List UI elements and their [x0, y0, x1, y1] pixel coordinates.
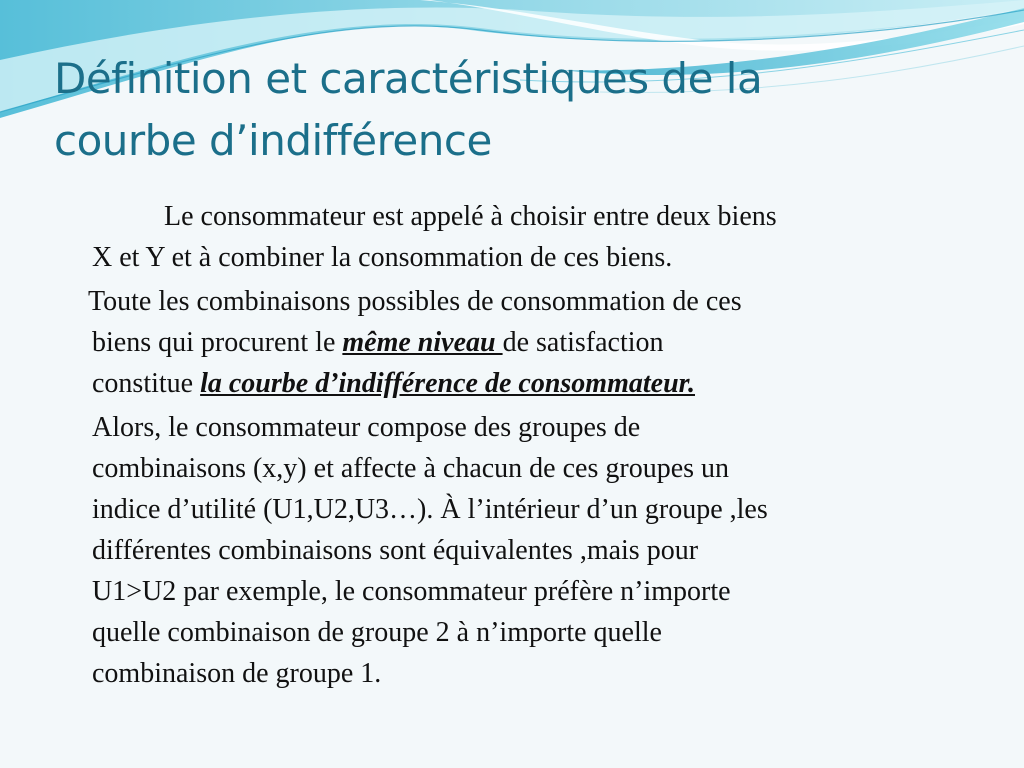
paragraph-3-line-3: indice d’utilité (U1,U2,U3…). À l’intérieur d’un groupe ,les — [92, 494, 768, 525]
title-line-2: courbe d’indifférence — [54, 116, 492, 165]
paragraph-3-line-4: différentes combinaisons sont équivalentes ,mais pour — [92, 535, 699, 566]
paragraph-3-line-5: U1>U2 par exemple, le consommateur préfère n’importe — [92, 576, 731, 607]
emphasis-meme-niveau: même niveau — [342, 327, 503, 358]
paragraph-1 — [92, 196, 972, 278]
paragraph-1-line-1: Le consommateur est appelé à choisir entre deux biens — [164, 201, 777, 232]
paragraph-1-line-2: X et Y et à combiner la consommation de ces biens. — [92, 242, 673, 273]
slide-title — [54, 48, 954, 172]
paragraph-2-text: biens qui procurent le — [92, 327, 343, 358]
paragraph-3-line-1: Alors, le consommateur compose des groupes de — [92, 412, 641, 443]
paragraph-3-line-2: combinaisons (x,y) et affecte à chacun de ces groupes un — [92, 453, 730, 484]
paragraph-2-text: constitue — [92, 368, 201, 399]
paragraph-3-line-6: quelle combinaison de groupe 2 à n’importe quelle — [92, 617, 662, 648]
slide-body — [88, 196, 972, 694]
paragraph-2-line-1: Toute les combinaisons possibles de consommation de ces — [88, 286, 742, 317]
paragraph-3-line-7: combinaison de groupe 1. — [92, 658, 382, 689]
title-line-1: Définition et caractéristiques de la — [54, 54, 763, 103]
paragraph-2-line-2 — [92, 322, 972, 363]
emphasis-courbe-indifference: la courbe d’indifférence de consommateur. — [200, 368, 695, 399]
paragraph-2-line-3 — [92, 363, 972, 404]
paragraph-2 — [88, 281, 972, 404]
paragraph-2-text: de satisfaction — [502, 327, 664, 358]
paragraph-3 — [92, 407, 972, 694]
